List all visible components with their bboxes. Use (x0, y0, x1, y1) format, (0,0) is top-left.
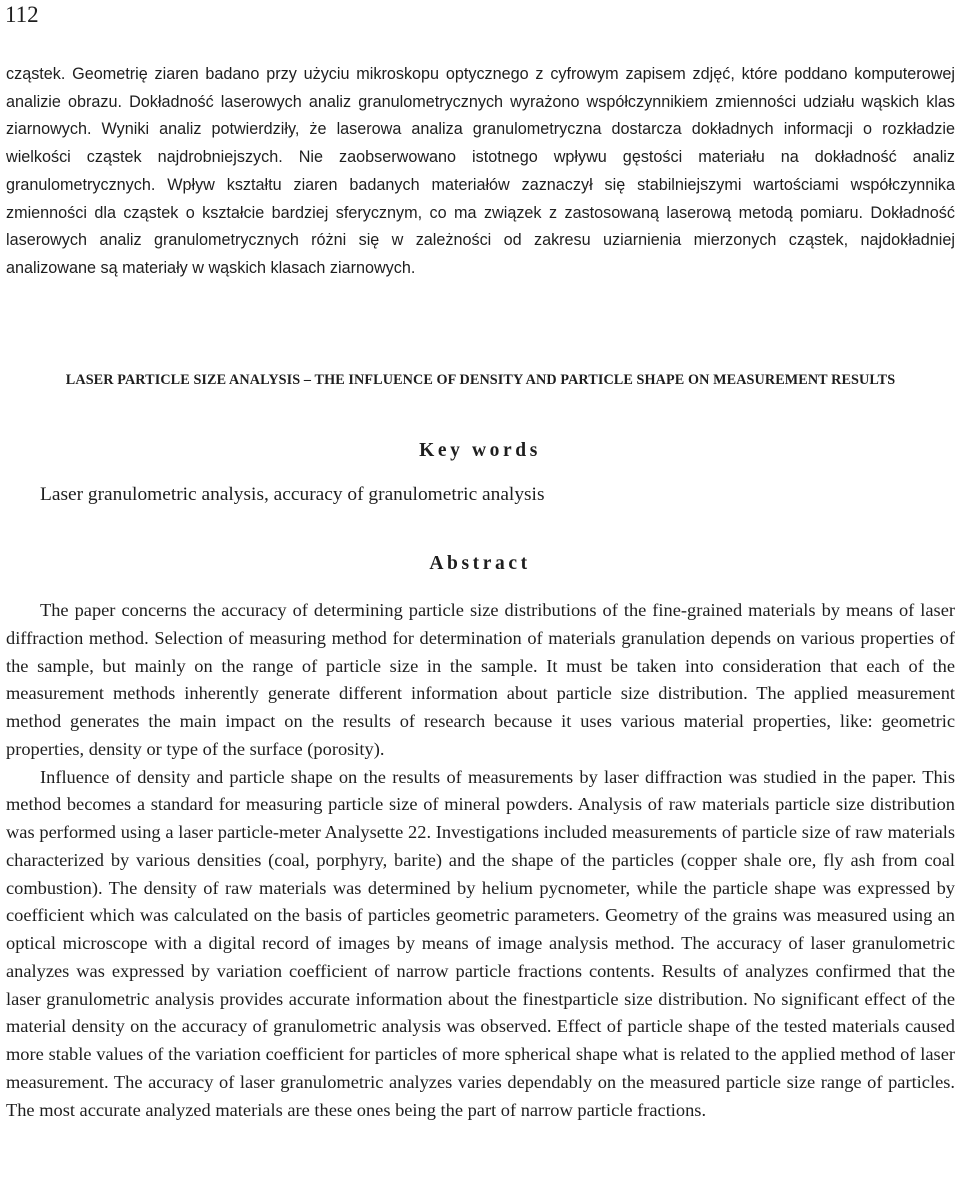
english-article-title: LASER PARTICLE SIZE ANALYSIS – THE INFLUENCE OF DENSITY AND PARTICLE SHAPE ON MEASUREMENT RESULTS (65, 372, 896, 388)
keywords-heading: Key words (419, 440, 541, 461)
polish-summary-paragraph: cząstek. Geometrię ziaren badano przy użyciu mikroskopu optycznego z cyfrowym zapisem zdjęć, które poddano komputerowej analizie obrazu. Dokładność laserowych analiz granulometrycznych wyrażono współczynnikiem zmienności udziału wąskich klas ziarnowych. Wyniki analiz potwierdziły, że laserowa analiza granulometryczna dostarcza dokładnych informacji o rozkładzie wielkości cząstek najdrobniejszych. Nie zaobserwowano istotnego wpływu gęstości materiału na dokładność analiz granulometrycznych. Wpływ kształtu ziaren badanych materiałów zaznaczył się stabilniejszymi wartościami współczynnika zmienności dla cząstek o kształcie bardziej sferycznym, co ma związek z zastosowaną laserową metodą pomiaru. Dokładność laserowych analiz granulometrycznych różni się w zależności od zakresu uziarnienia mierzonych cząstek, najdokładniej analizowane są materiały w wąskich klasach ziarnowych. (6, 65, 955, 277)
abstract-paragraph-2: Influence of density and particle shape on the results of measurements by laser diffraction was studied in the paper. This method becomes a standard for measuring particle size of mineral powders. Analysis of raw materials particle size distribution was performed using a laser particle-meter Analysette 22. Investigations included measurements of particle size of raw materials characterized by various densities (coal, porphyry, barite) and the shape of the particles (copper shale ore, fly ash from coal combustion). The density of raw materials was determined by helium pycnometer, while the particle shape was expressed by coefficient which was calculated on the basis of particles geometric parameters. Geometry of the grains was measured using an optical microscope with a digital record of images by means of image analysis method. The accuracy of laser granulometric analyzes was expressed by variation coefficient of narrow particle fractions contents. Results of analyzes confirmed that the laser granulometric analysis provides accurate information about the finestparticle size distribution. No significant effect of the material density on the accuracy of granulometric analysis was observed. Effect of particle shape of the tested materials caused more stable values of the variation coefficient for particles of more spherical shape what is related to the applied method of laser measurement. The accuracy of laser granulometric analyzes varies dependably on the measured particle size range of particles. The most accurate analyzed materials are these ones being the part of narrow particle fractions. (6, 766, 955, 1120)
abstract-heading: Abstract (429, 553, 531, 574)
page-number: 112 (5, 2, 39, 27)
abstract-paragraph-1: The paper concerns the accuracy of determining particle size distributions of the fine-grained materials by means of laser diffraction method. Selection of measuring method for determination of materials granulation depends on various properties of the sample, but mainly on the range of particle size in the sample. It must be taken into consideration that each of the measurement methods inherently generate different information about particle size distribution. The applied measurement method generates the main impact on the results of research because it uses various material properties, like: geometric properties, density or type of the surface (porosity). (6, 600, 955, 759)
abstract-body (6, 597, 955, 1124)
keywords-text: Laser granulometric analysis, accuracy of granulometric analysis (40, 484, 545, 505)
